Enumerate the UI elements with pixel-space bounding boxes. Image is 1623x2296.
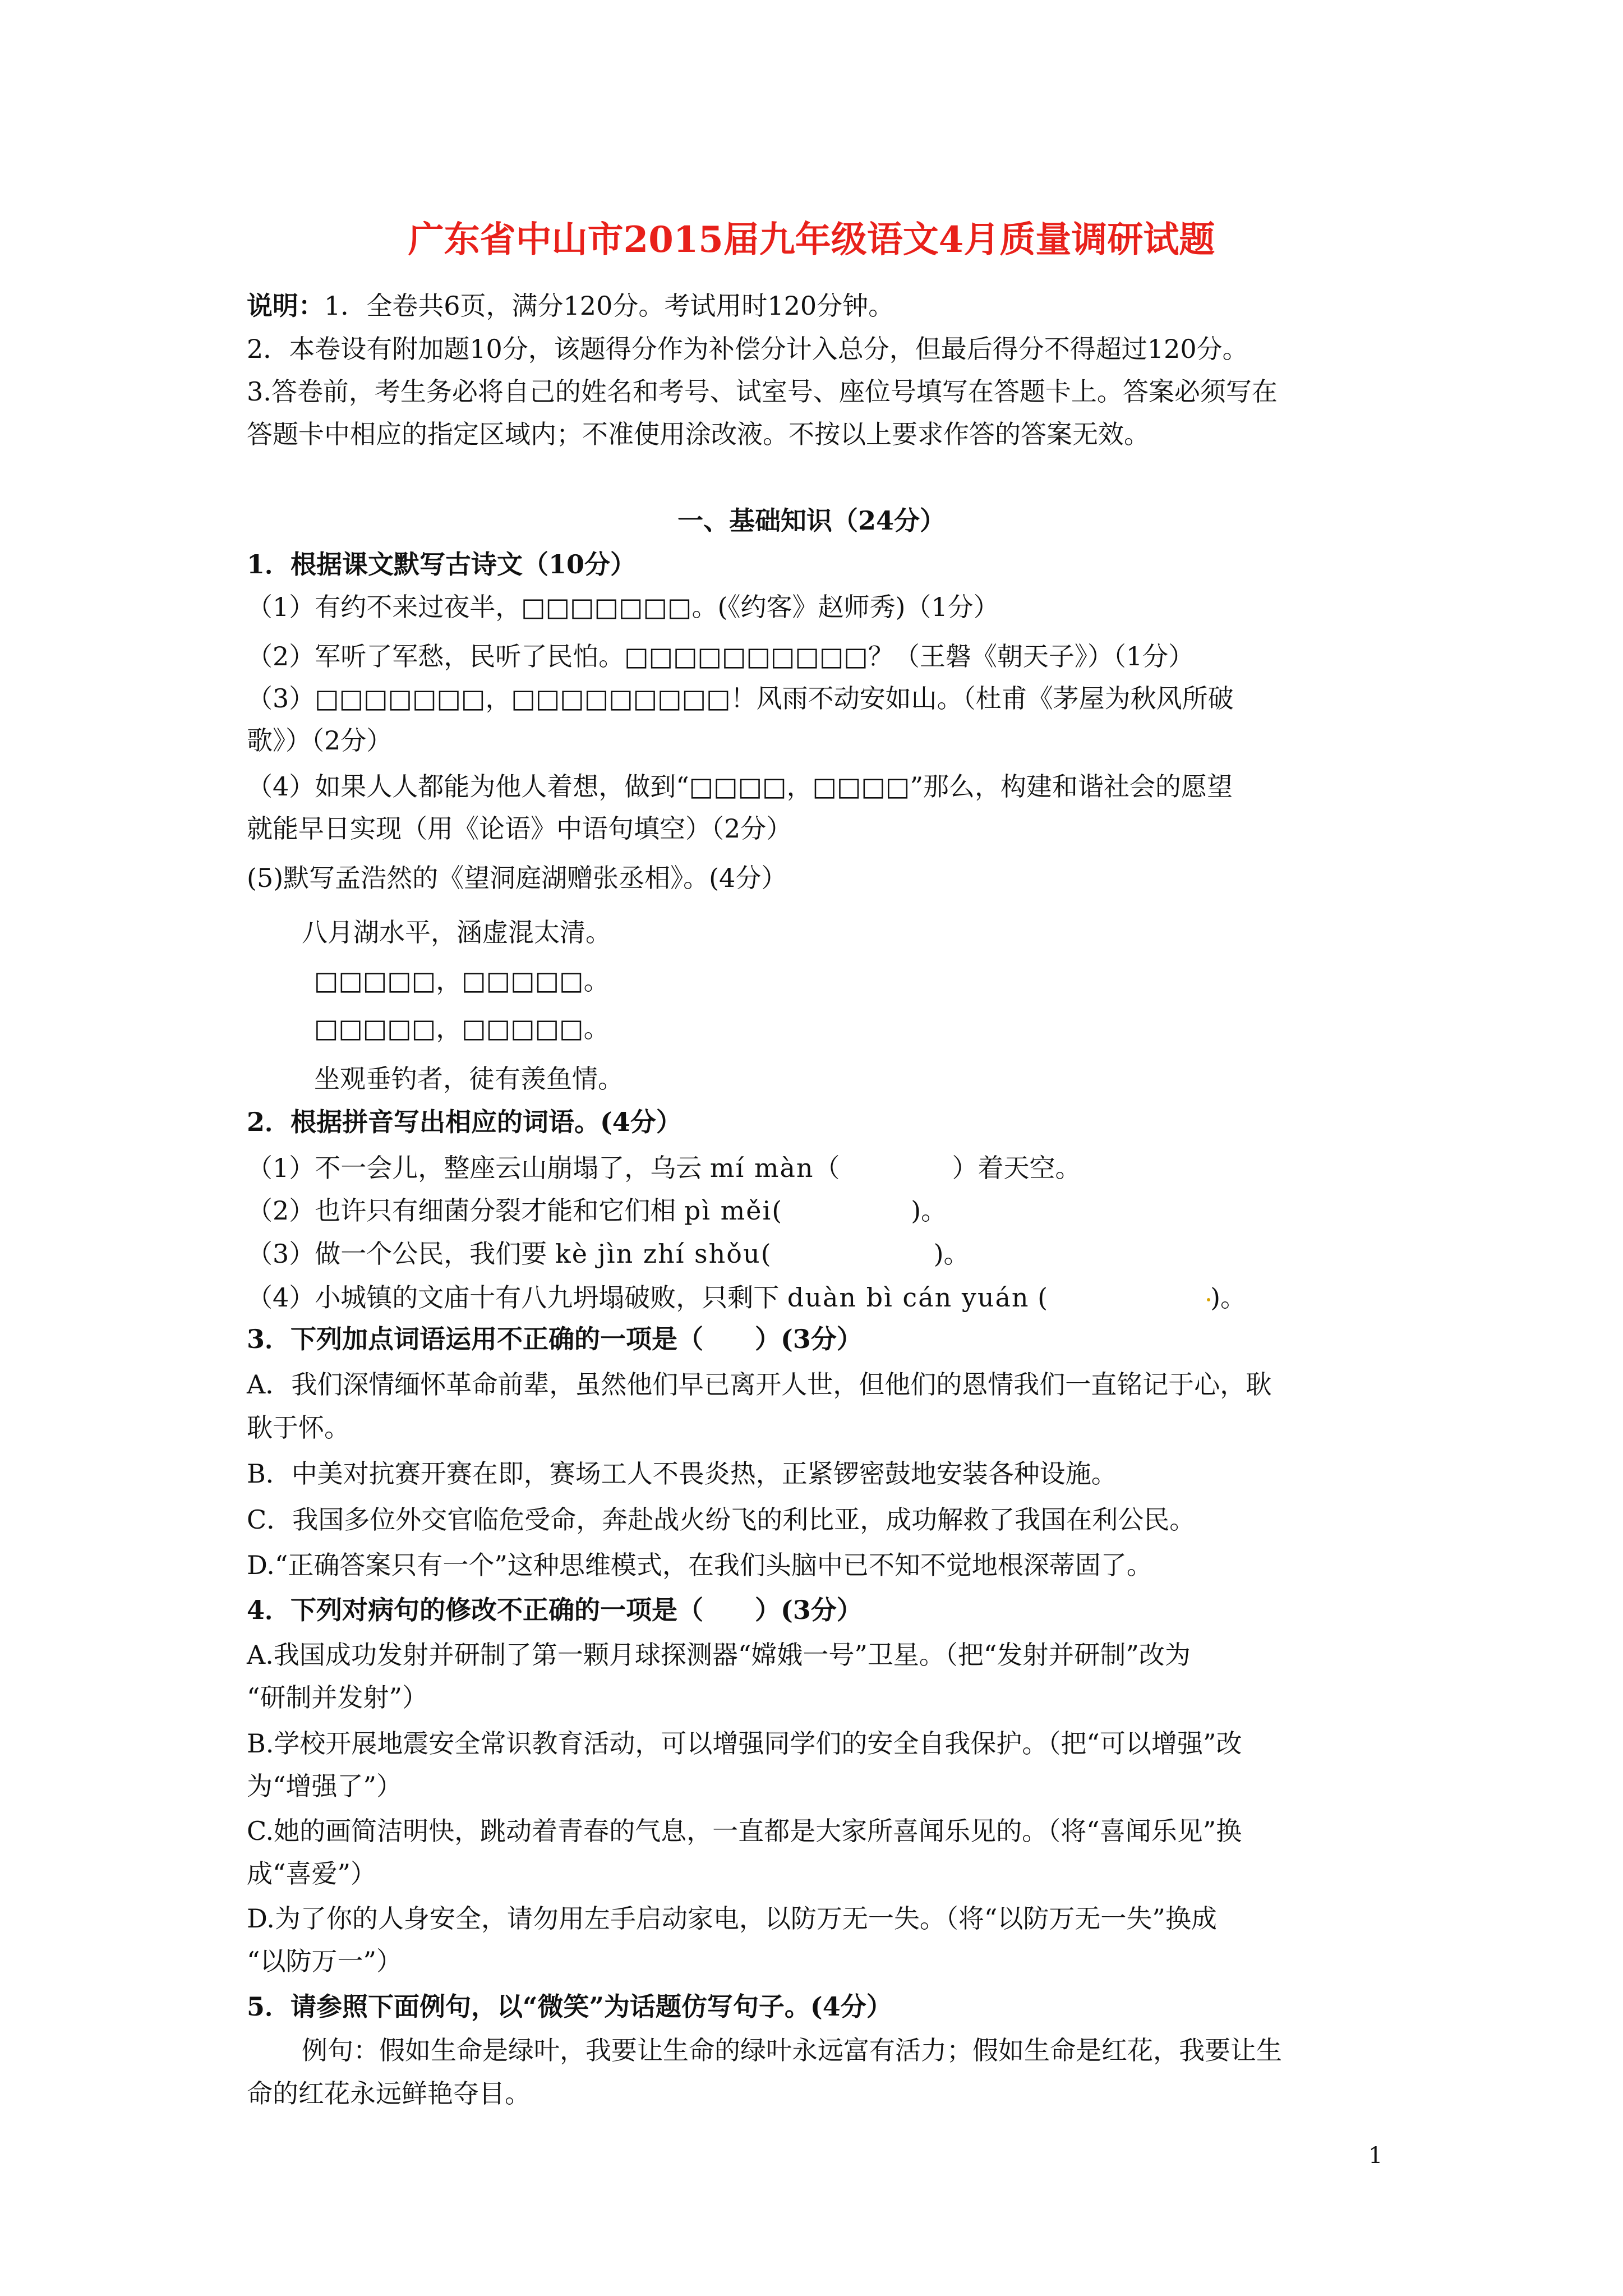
q2-item-1-pinyin: mí màn xyxy=(709,1153,814,1183)
q4-heading: 4．下列对病句的修改不正确的一项是（ ）(3分） xyxy=(247,1595,863,1625)
q2-item-4-answer-blank[interactable] xyxy=(1048,1281,1210,1314)
q5-heading: 5．请参照下面例句，以“微笑”为话题仿写句子。(4分） xyxy=(247,1991,892,2022)
q3-heading: 3．下列加点词语运用不正确的一项是（ ）(3分） xyxy=(247,1324,863,1354)
q2-item-2: （2）也许只有细菌分裂才能和它们相 pì měi( )。 xyxy=(247,1195,947,1226)
q2-item-1: （1）不一会儿，整座云山崩塌了，乌云 mí màn（ ）着天空。 xyxy=(247,1153,1081,1183)
q4-option-d-line-2: “以防万一”） xyxy=(247,1946,403,1976)
q1-item-3-line-2: 歌》）（2分） xyxy=(247,725,393,756)
instructions-line-4: 答题卡中相应的指定区域内；不准使用涂改液。不按以上要求作答的答案无效。 xyxy=(247,419,1150,449)
q3-option-d: D.“正确答案只有一个”这种思维模式，在我们头脑中已不知不觉地根深蒂固了。 xyxy=(247,1550,1152,1580)
q3-option-a-line-2: 耿于怀。 xyxy=(247,1412,350,1443)
page-number: 1 xyxy=(1368,2143,1383,2169)
instructions-line-2: 2．本卷设有附加题10分，该题得分作为补偿分计入总分，但最后得分不得超过120分。 xyxy=(247,334,1248,364)
instructions-line-1: 说明：1．全卷共6页，满分120分。考试用时120分钟。 xyxy=(247,291,895,321)
q2-item-4-pinyin: duàn bì cán yuán xyxy=(787,1282,1030,1313)
q3-option-b: B．中美对抗赛开赛在即，赛场工人不畏炎热，正紧锣密鼓地安装各种设施。 xyxy=(247,1458,1117,1489)
section-heading-basic-knowledge: 一、基础知识（24分） xyxy=(677,505,946,536)
exam-title: 广东省中山市2015届九年级语文4月质量调研试题 xyxy=(408,219,1215,261)
q1-item-2: （2）军听了军愁，民听了民怕。□□□□□□□□□□？（王磐《朝天子》）（1分） xyxy=(247,641,1195,671)
q5-example-line-1: 例句：假如生命是绿叶，我要让生命的绿叶永远富有活力；假如生命是红花，我要让生 xyxy=(302,2035,1282,2065)
q4-option-c-line-1: C.她的画简洁明快，跳动着青春的气息，一直都是大家所喜闻乐见的。（将“喜闻乐见”换 xyxy=(247,1816,1242,1846)
q1-item-3-line-1: （3）□□□□□□□，□□□□□□□□□！风雨不动安如山。（杜甫《茅屋为秋风所破 xyxy=(247,683,1234,714)
q4-option-b-line-2: 为“增强了”） xyxy=(247,1771,403,1801)
q4-option-c-line-2: 成“喜爱”） xyxy=(247,1858,377,1889)
poem-line-3-blank: □□□□□，□□□□□。 xyxy=(314,1013,610,1043)
q4-option-a-line-1: A.我国成功发射并研制了第一颗月球探测器“嫦娥一号”卫星。（把“发射并研制”改为 xyxy=(247,1640,1191,1670)
q2-item-3: （3）做一个公民，我们要 kè jìn zhí shǒu( )。 xyxy=(247,1239,970,1269)
q5-example-line-2: 命的红花永远鲜艳夺目。 xyxy=(247,2078,531,2109)
q4-option-a-line-2: “研制并发射”） xyxy=(247,1682,428,1713)
q1-item-1: （1）有约不来过夜半，□□□□□□□。(《约客》赵师秀)（1分） xyxy=(247,592,999,622)
q3-option-a-line-1: A．我们深情缅怀革命前辈，虽然他们早已离开人世，但他们的恩情我们一直铭记于心，耿 xyxy=(247,1369,1272,1400)
q2-item-2-pinyin: pì měi xyxy=(684,1195,772,1226)
q2-item-3-pinyin: kè jìn zhí shǒu xyxy=(555,1239,761,1269)
q4-option-d-line-1: D.为了你的人身安全，请勿用左手启动家电，以防万无一失。（将“以防万无一失”换成 xyxy=(247,1903,1217,1934)
q1-heading: 1．根据课文默写古诗文（10分） xyxy=(247,549,637,579)
q4-option-b-line-1: B.学校开展地震安全常识教育活动，可以增强同学们的安全自我保护。（把“可以增强”改 xyxy=(247,1728,1242,1759)
q1-item-5: (5)默写孟浩然的《望洞庭湖赠张丞相》。(4分） xyxy=(247,863,787,893)
instructions-line-3: 3.答卷前，考生务必将自己的姓名和考号、试室号、座位号填写在答题卡上。答案必须写在 xyxy=(247,376,1278,407)
poem-line-4: 坐观垂钓者，徒有羡鱼情。 xyxy=(314,1064,624,1094)
q1-item-4-line-1: （4）如果人人都能为他人着想，做到“□□□□，□□□□”那么，构建和谐社会的愿望 xyxy=(247,771,1233,802)
q3-option-c: C．我国多位外交官临危受命，奔赴战火纷飞的利比亚，成功解救了我国在利公民。 xyxy=(247,1504,1196,1535)
q2-item-4: （4）小城镇的文庙十有八九坍塌破败，只剩下 duàn bì cán yuán ( )。 xyxy=(247,1281,1246,1314)
q1-item-4-line-2: 就能早日实现（用《论语》中语句填空）（2分） xyxy=(247,813,792,844)
poem-line-1: 八月湖水平，涵虚混太清。 xyxy=(302,917,611,947)
instructions-label: 说明： xyxy=(247,291,324,321)
poem-line-2-blank: □□□□□，□□□□□。 xyxy=(314,965,610,996)
q2-heading: 2．根据拼音写出相应的词语。(4分） xyxy=(247,1107,682,1137)
